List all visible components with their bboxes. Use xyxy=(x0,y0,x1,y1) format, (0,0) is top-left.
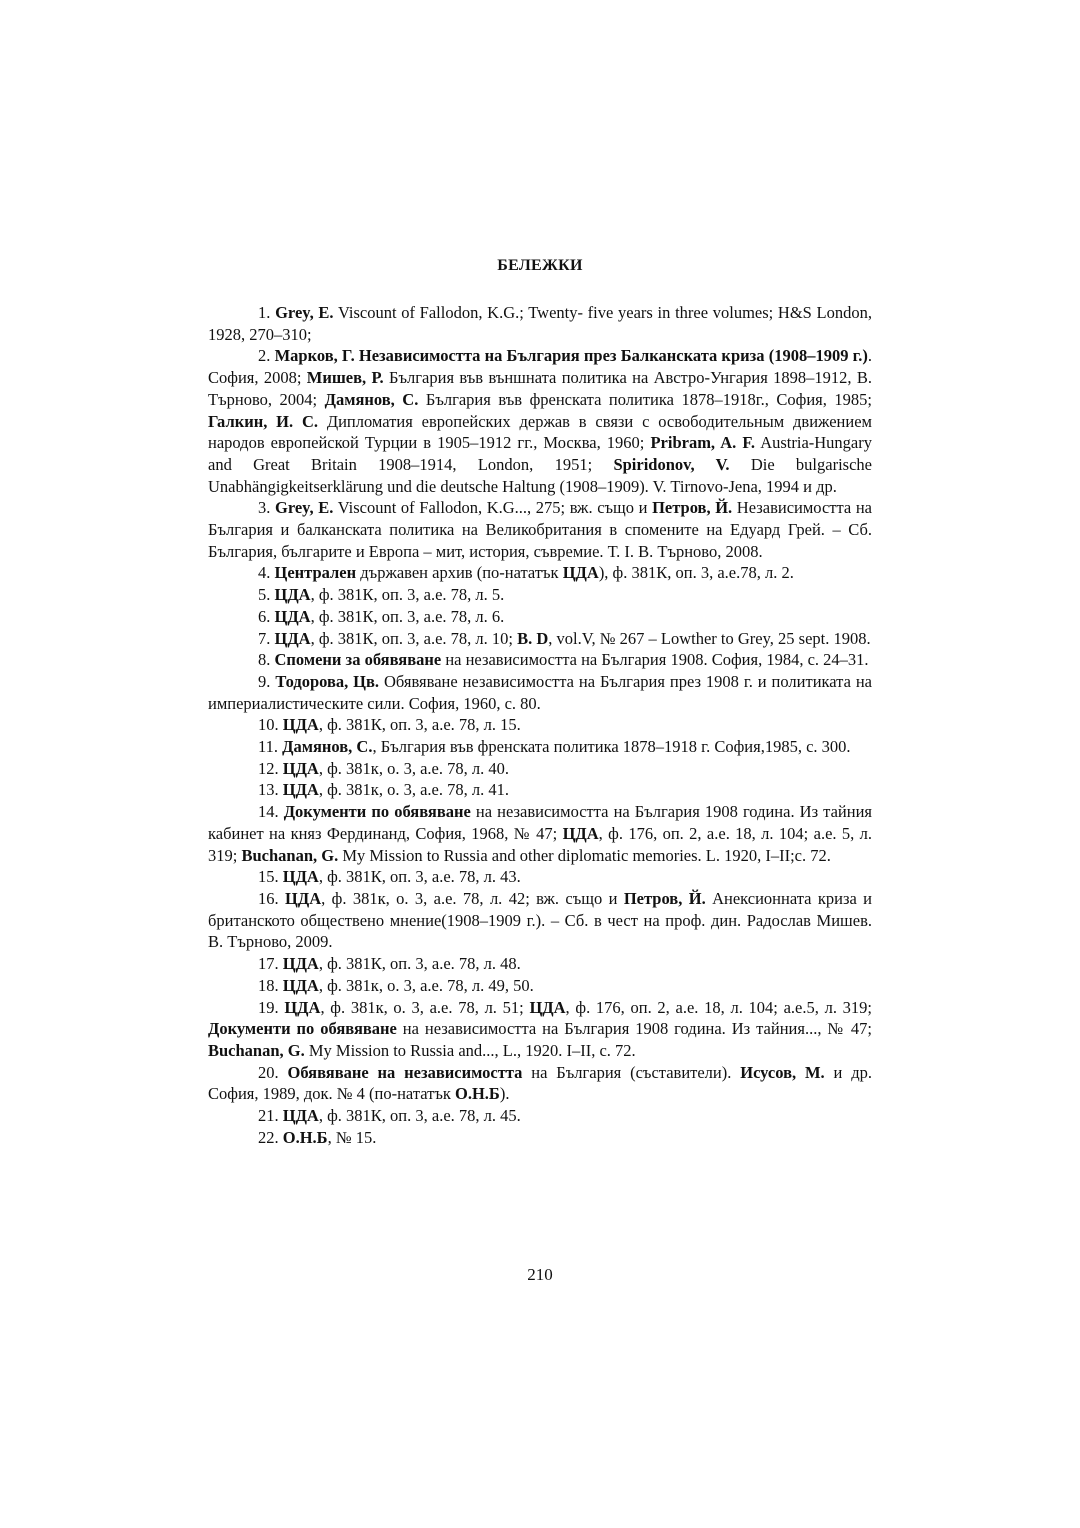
note-text-run: 3. xyxy=(258,498,275,518)
note-text-run: My Mission to Russia and other diplomatic memories. L. 1920, I–II;с. 72. xyxy=(338,845,831,865)
note-bold-run: ЦДА xyxy=(562,823,599,843)
note-bold-run: Дамянов, С. xyxy=(324,389,419,409)
note-text-run: и др. София, 1989, док. № 4 (по-нататък xyxy=(208,1062,872,1104)
note-7 xyxy=(208,628,872,650)
note-bold-run: ЦДА xyxy=(274,628,311,648)
note-text-run: 5. xyxy=(258,585,275,605)
note-text-run: My Mission to Russia and..., L., 1920. I–II, с. 72. xyxy=(304,1040,636,1060)
note-text-run: , ф. 381К, оп. 3, а.е. 78, л. 15. xyxy=(318,715,521,735)
note-bold-run: Buchanan, G. xyxy=(208,1040,305,1060)
note-text-run: , ф. 381К, оп. 3, а.е. 78, л. 10; xyxy=(310,628,518,648)
note-bold-run: ЦДА xyxy=(282,954,319,974)
note-bold-run: Марков, Г. Независимостта на България през Балканската криза (1908–1909 г.) xyxy=(274,346,868,366)
note-text-run: , ф. 381к, о. 3, а.е. 78, л. 41. xyxy=(318,780,509,800)
note-bold-run: Исусов, М. xyxy=(740,1062,825,1082)
note-text-run: Дипломатия европейских держав в связи с освободительным движением народов европейской Турции в 1905–1912 гг., Москва, 1960; xyxy=(208,411,872,453)
note-16 xyxy=(208,888,872,953)
note-text-run: , ф. 381к, о. 3, а.е. 78, л. 40. xyxy=(318,758,509,778)
note-text-run: България във външната политика на Австро-Унгария 1898–1912, В. Търново, 2004; xyxy=(208,368,873,409)
note-bold-run: Grey, E. xyxy=(275,498,334,518)
note-2 xyxy=(208,345,872,497)
note-text-run: държавен архив (по-нататък xyxy=(356,563,563,583)
note-text-run: 14. xyxy=(258,802,284,822)
note-bold-run: ЦДА xyxy=(285,888,322,908)
note-19 xyxy=(208,997,872,1062)
note-bold-run: ЦДА xyxy=(282,758,319,778)
note-text-run: 4. xyxy=(258,563,275,583)
note-bold-run: ЦДА xyxy=(282,975,319,995)
note-bold-run: Дамянов, С. xyxy=(282,737,373,757)
note-22 xyxy=(208,1127,872,1149)
note-bold-run: Мишев, Р. xyxy=(306,368,384,388)
notes-list xyxy=(208,302,872,1148)
note-bold-run: Документи по обявяване xyxy=(208,1019,397,1039)
note-bold-run: Тодорова, Цв. xyxy=(275,671,380,691)
note-text-run: 16. xyxy=(258,888,286,908)
note-text-run: , ф. 381к, о. 3, а.е. 78, л. 42; вж. също и xyxy=(321,888,624,908)
note-3 xyxy=(208,497,872,562)
note-bold-run: Петров, Й. xyxy=(623,888,706,908)
note-11 xyxy=(208,736,872,758)
note-text-run: България във френската политика 1878–1918г., София, 1985; xyxy=(418,389,872,409)
note-text-run: 21. xyxy=(258,1106,283,1126)
note-text-run: , ф. 381К, оп. 3, а.е. 78, л. 45. xyxy=(318,1106,521,1126)
note-text-run: на независимостта на България 1908 година. Из тайния..., № 47; xyxy=(396,1019,872,1039)
note-bold-run: ЦДА xyxy=(562,563,599,583)
note-text-run: 20. xyxy=(258,1062,288,1082)
note-bold-run: Обявяване на независимостта xyxy=(287,1062,523,1082)
note-text-run: , ф. 176, оп. 2, а.е. 18, л. 104; а.е.5, л. 319; xyxy=(565,997,872,1017)
note-text-run: , № 15. xyxy=(327,1127,377,1147)
note-text-run: 17. xyxy=(258,954,283,974)
note-bold-run: Централен xyxy=(274,563,357,583)
note-13 xyxy=(208,779,872,801)
note-text-run: 1. xyxy=(258,303,276,322)
note-bold-run: Buchanan, G. xyxy=(241,845,339,865)
note-text-run: , ф. 176, оп. 2, а.е. 18, л. 104; а.е. 5, л. 319; xyxy=(208,823,872,865)
note-text-run: , ф. 381К, оп. 3, а.е. 78, л. 48. xyxy=(318,954,521,974)
note-text-run: , ф. 381К, оп. 3, а.е. 78, л. 6. xyxy=(310,606,505,626)
note-bold-run: ЦДА xyxy=(282,867,319,887)
note-bold-run: ЦДА xyxy=(284,997,321,1017)
note-18 xyxy=(208,975,872,997)
note-text-run: 9. xyxy=(258,671,276,691)
note-text-run: , ф. 381к, о. 3, а.е. 78, л. 49, 50. xyxy=(318,975,534,995)
note-bold-run: ЦДА xyxy=(282,780,319,800)
note-text-run: Viscount of Fallodon, K.G.; Twenty- five years in three volumes; H&S London, 1928, 270–310; xyxy=(208,303,873,344)
note-text-run: , ф. 381К, оп. 3, а.е. 78, л. 5. xyxy=(310,585,505,605)
note-text-run: Austria-Hungary and Great Britain 1908–1914, London, 1951; xyxy=(208,433,872,474)
note-text-run: 10. xyxy=(258,715,283,735)
note-bold-run: Spiridonov, V. xyxy=(613,454,730,474)
note-text-run: , ф. 381К, оп. 3, а.е. 78, л. 43. xyxy=(318,867,521,887)
note-bold-run: Спомени за обявяване xyxy=(274,650,442,670)
note-text-run: 6. xyxy=(258,606,275,626)
note-text-run: , ф. 381к, о. 3, а.е. 78, л. 51; xyxy=(320,997,530,1017)
note-text-run: 13. xyxy=(258,780,283,800)
note-bold-run: ЦДА xyxy=(529,997,566,1017)
note-bold-run: ЦДА xyxy=(274,606,311,626)
page-number: 210 xyxy=(527,1265,553,1284)
note-10 xyxy=(208,714,872,736)
note-text-run: Viscount of Fallodon, K.G..., 275; вж. също и xyxy=(333,498,653,518)
note-text-run: , vol.V, № 267 – Lowther to Grey, 25 sept. 1908. xyxy=(548,628,871,648)
note-bold-run: Документи по обявяване xyxy=(283,802,471,822)
note-text-run: 2. xyxy=(258,346,275,366)
note-bold-run: Pribram, A. F. xyxy=(650,433,756,453)
note-text-run: на независимостта на България 1908 година. Из тайния кабинет на княз Фердинанд, София, 1968, № 47; xyxy=(208,802,872,843)
note-bold-run: ЦДА xyxy=(274,585,311,605)
note-bold-run: Grey, E. xyxy=(275,303,334,322)
note-bold-run: B. D xyxy=(517,628,549,648)
note-text-run: 19. xyxy=(258,997,285,1017)
note-12 xyxy=(208,758,872,780)
note-17 xyxy=(208,953,872,975)
note-text-run: 7. xyxy=(258,628,275,648)
note-bold-run: ЦДА xyxy=(282,715,319,735)
note-bold-run: О.Н.Б xyxy=(282,1127,328,1147)
note-text-run: 11. xyxy=(258,737,283,757)
note-9 xyxy=(208,671,872,714)
note-text-run: на независимостта на България 1908. София, 1984, с. 24–31. xyxy=(441,650,869,670)
note-text-run: 22. xyxy=(258,1127,283,1147)
note-bold-run: Петров, Й. xyxy=(652,498,733,518)
note-8 xyxy=(208,649,872,671)
note-14 xyxy=(208,801,872,866)
note-bold-run: О.Н.Б xyxy=(455,1084,500,1104)
note-text-run: 15. xyxy=(258,867,283,887)
note-4 xyxy=(208,562,872,584)
note-bold-run: ЦДА xyxy=(282,1106,319,1126)
note-21 xyxy=(208,1105,872,1127)
note-text-run: Независимостта на България и балканската политика на Великобритания в спомените на Едуард Грей. – Сб. България, българите и Европа – мит, история, съвремие. Т. I. В. Търново, 2008. xyxy=(208,498,872,561)
note-text-run: ), ф. 381К, оп. 3, а.е.78, л. 2. xyxy=(598,563,794,583)
note-1 xyxy=(208,302,872,345)
note-text-run: Die bulgarische Unabhängigkeitserklärung und die deutsche Haltung (1908–1909). V. Tirnovo-Jena, 1994 и др. xyxy=(208,454,872,496)
note-text-run: , България във френската политика 1878–1918 г. София,1985, с. 300. xyxy=(372,737,851,757)
note-text-run: . София, 2008; xyxy=(208,346,873,388)
page-title: БЕЛЕЖКИ xyxy=(497,257,583,274)
note-text-run: 12. xyxy=(258,758,283,778)
note-text-run: 8. xyxy=(258,650,275,670)
note-5 xyxy=(208,584,872,606)
note-text-run: Анексионната криза и британското обществено мнение(1908–1909 г.). – Сб. в чест на проф. дин. Радослав Мишев. В. Търново, 2009. xyxy=(208,888,873,952)
note-text-run: на България (съставители). xyxy=(522,1062,741,1082)
note-6 xyxy=(208,606,872,628)
note-text-run: 18. xyxy=(258,975,283,995)
note-bold-run: Галкин, И. С. xyxy=(208,411,319,431)
note-text-run: ). xyxy=(499,1084,510,1104)
note-20 xyxy=(208,1062,872,1105)
note-text-run: Обявяване независимостта на България през 1908 г. и политиката на империалистическите сили. София, 1960, с. 80. xyxy=(208,671,872,713)
note-15 xyxy=(208,866,872,888)
